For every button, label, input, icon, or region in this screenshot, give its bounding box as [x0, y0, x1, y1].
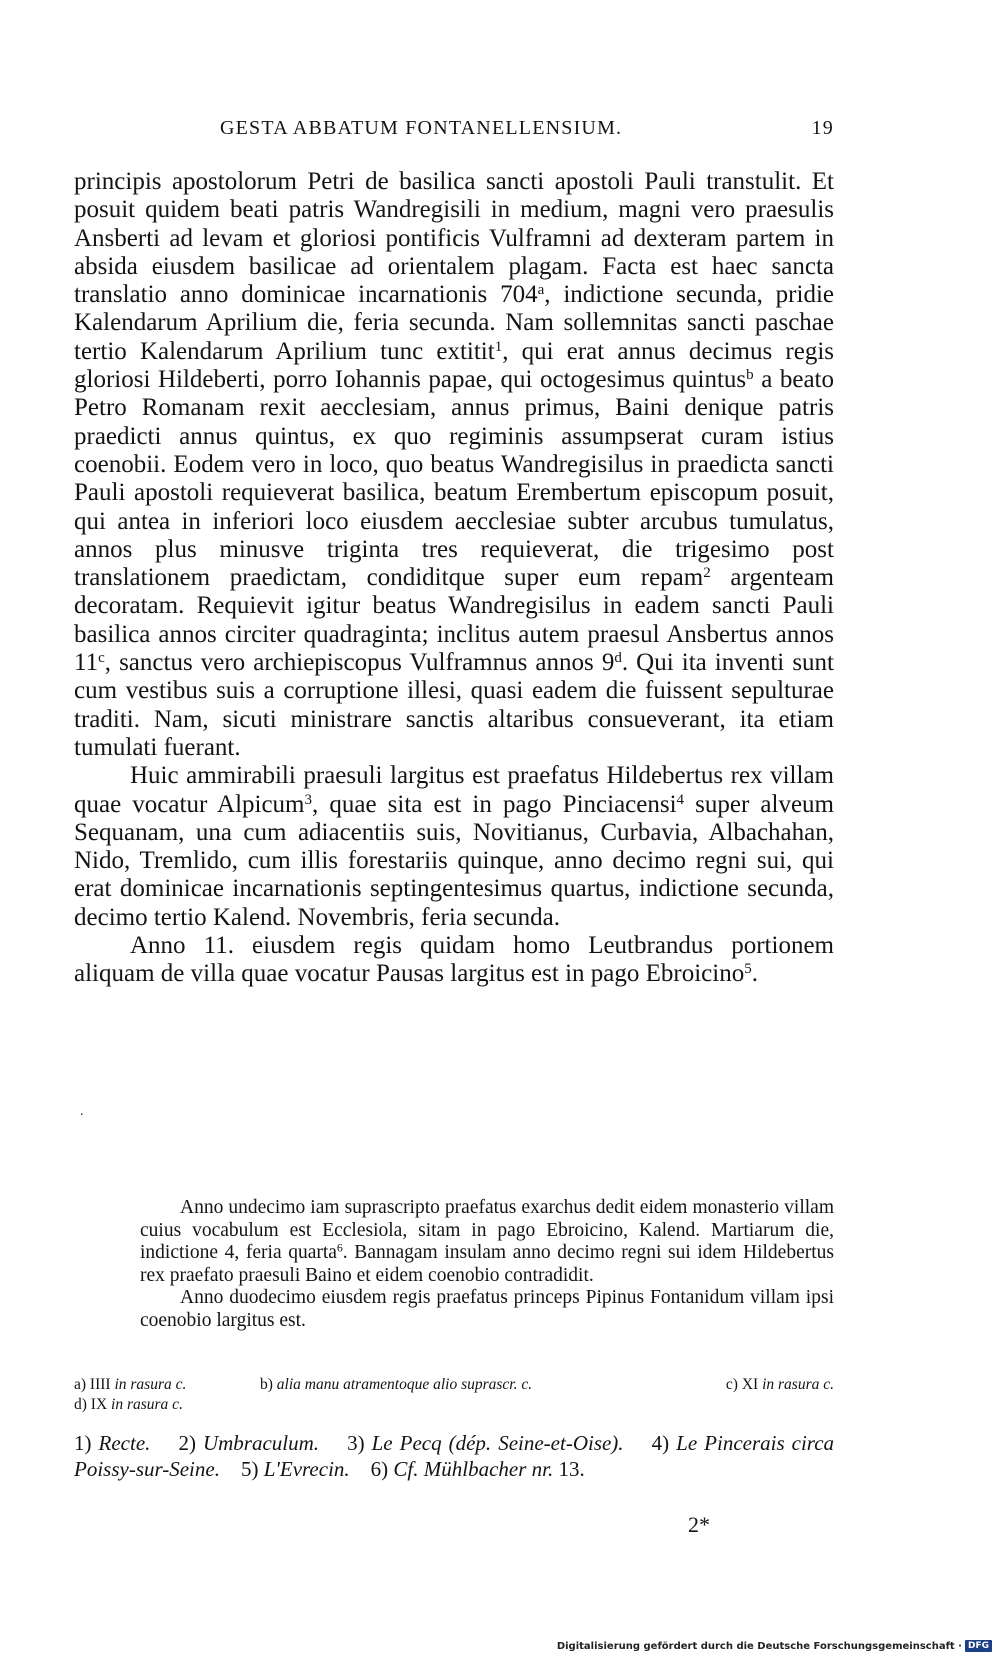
main-text [74, 168, 834, 989]
footnote-block [74, 1430, 834, 1482]
text-run: , sanctus vero archiepiscopus Vulframnus annos 9 [104, 649, 615, 677]
text-run: , indictione secunda, pridie Kalendarum Aprilium die, feria secunda. Nam sollemnitas sancti paschae tertio Kalendarum Aprilium tunc extitit [74, 281, 834, 365]
text-run: . [751, 960, 758, 988]
text-run: principis apostolorum Petri de basilica sancti apostoli Pauli transtulit. Et posuit quidem beati patris Wandregisili in medium, magni vero praesulis Ansberti ad levam et gloriosi pontificis Vulframni ad dexteram partem in absida eiusdem basilicae ad orientalem plagam. Facta est haec sancta translatio anno dominicae incarnationis 704 [74, 168, 834, 309]
page-number: 19 [811, 117, 834, 139]
footnote-number: 1) [74, 1431, 92, 1455]
apparatus-row [74, 1395, 834, 1415]
text-run: argenteam decoratam. Requievit igitur beatus Wandregisilus in eadem sancti Pauli basilica annos circiter quadraginta; inclitus autem praesul Ansbertus annos 11 [74, 564, 834, 677]
text-run: , quae sita est in pago Pinciacensi [312, 790, 677, 818]
footnote-marker: d [614, 649, 622, 666]
footnote-number: 6) [370, 1457, 389, 1481]
apparatus-note-c: c) XI in rasura c. [725, 1376, 834, 1393]
running-title: GESTA ABBATUM FONTANELLENSIUM. [220, 117, 623, 139]
footnote-marker: c [98, 649, 105, 666]
footnote-marker: 5 [744, 961, 752, 978]
footnote-text: Le Pecq (dép. Seine-et-Oise). [371, 1431, 624, 1455]
credit-text: Digitalisierung gefördert durch die Deutsche Forschungsgemeinschaft · [556, 1641, 962, 1652]
apparatus-note-a: a) IIII in rasura c. [74, 1376, 187, 1393]
paragraph-3 [74, 932, 834, 989]
footnote-text: Cf. Mühlbacher nr. [393, 1457, 554, 1481]
dfg-logo: DFG [965, 1640, 992, 1652]
text-run: Anno undecimo iam suprascripto praefatus exarchus dedit eidem monasterio villam cuius vocabulum est Ecclesiola, sitam in pago Ebroicino, Kalend. Martiarum die, indictione 4, feria quarta [140, 1197, 834, 1263]
footnote-text: 13. [558, 1457, 585, 1481]
signature-mark: 2* [688, 1512, 710, 1537]
critical-apparatus [74, 1375, 834, 1415]
small-paragraph-2: Anno duodecimo eiusdem regis praefatus princeps Pipinus Fontanidum villam ipsi coenobio largitus est. [140, 1287, 834, 1331]
footnotes [74, 1430, 834, 1482]
footnote-marker: b [746, 366, 754, 383]
footnote-marker: a [537, 281, 545, 298]
footnote-marker: 2 [703, 564, 711, 581]
footnote-text: Le Pincerais circa Poissy-sur-Seine. [74, 1431, 835, 1481]
margin-dot: . [80, 1104, 84, 1119]
paragraph-2 [74, 762, 834, 932]
apparatus-note-d: d) IX in rasura c. [74, 1396, 183, 1413]
footnote-marker: 6 [336, 1241, 343, 1255]
small-paragraph-1 [140, 1197, 834, 1287]
footnote-number: 5) [240, 1457, 259, 1481]
apparatus-row [74, 1375, 834, 1395]
footnote-text: L'Evrecin. [263, 1457, 350, 1481]
paragraph-1 [74, 168, 834, 762]
footnote-text: Recte. [98, 1431, 151, 1455]
apparatus-note-b: b) alia manu atramentoque alio suprascr. c. [260, 1376, 533, 1393]
text-run: , qui erat annus decimus regis gloriosi Hildeberti, porro Iohannis papae, qui octogesimus quintus [74, 337, 834, 394]
text-run: . Qui ita inventi sunt cum vestibus suis a corruptione illesi, quasi eadem die fuissent sepulturae traditi. Nam, sicuti ministrare sanctis altaribus consueverant, ita etiam tumulati fuerant. [74, 649, 834, 761]
digitization-credit [557, 1640, 992, 1652]
footnote-number: 3) [347, 1431, 365, 1455]
footnote-text: Umbraculum. [202, 1431, 320, 1455]
text-run: a beato Petro Romanam rexit aecclesiam, annus primus, Baini denique patris praedicti annus quintus, ex quo regiminis assumpserat curam istius coenobii. Eodem vero in loco, quo beatus Wandregisilus in praedicta sancti Pauli apostoli requieverat basilica, beatum Erembertum episcopum posuit, qui antea in inferiori loco eiusdem aecclesiae subter arcubus tumulatus, annos plus minusve triginta tres requieverat, die trigesimo post translationem praedictam, condiditque super eum repam [74, 366, 834, 592]
text-run: Huic ammirabili praesuli largitus est praefatus Hildebertus rex villam quae vocatur Alpicum [74, 762, 834, 818]
text-run: super alveum Sequanam, una cum adiacentiis suis, Novitianus, Curbavia, Albachahan, Nido, Tremlido, cum illis forestariis quinque, anno decimo regni sui, qui erat dominicae incarnationis septingentesimus quartus, indictione secunda, decimo tertio Kalend. Novembris, feria secunda. [74, 790, 834, 931]
footnote-number: 2) [178, 1431, 196, 1455]
small-print-section [140, 1197, 834, 1332]
text-run: . Bannagam insulam anno decimo regni sui idem Hildebertus rex praefato praesuli Baino et eidem coenobio contradidit. [140, 1242, 834, 1286]
footnote-marker: 4 [676, 791, 685, 808]
footnote-marker: 1 [494, 338, 503, 355]
footnote-number: 4) [651, 1431, 670, 1455]
footnote-marker: 3 [304, 791, 312, 808]
text-run: Anno 11. eiusdem regis quidam homo Leutbrandus portionem aliquam de villa quae vocatur Pausas largitus est in pago Ebroicino [74, 932, 834, 988]
